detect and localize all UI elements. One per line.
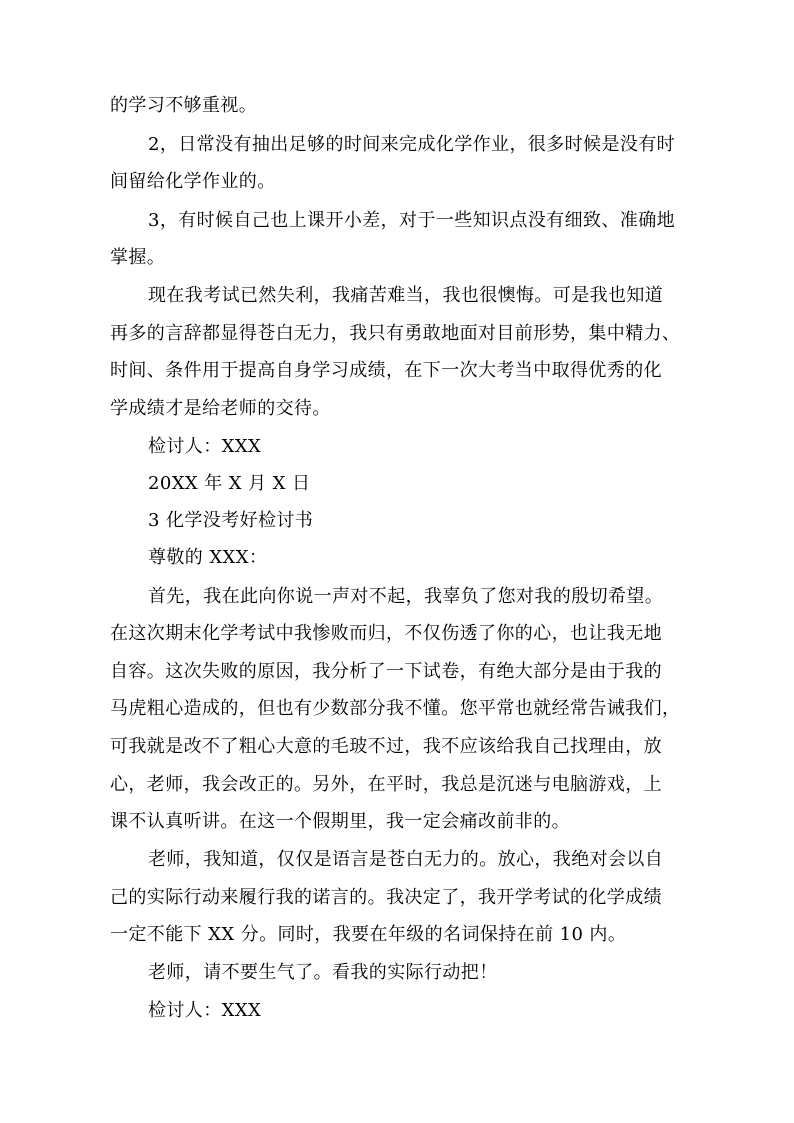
text-line-22: 己的实际行动来履行我的诺言的。我决定了，我开学考试的化学成绩 [110,887,662,908]
salutation: 尊敬的 XXX： [148,547,268,568]
signature-line-2: 检讨人：XXX [148,1000,262,1021]
text-line-5: 掌握。 [110,247,166,268]
text-line-7: 再多的言辞都显得苍白无力，我只有勇敢地面对目前形势，集中精力、 [110,323,681,344]
text-line-17: 马虎粗心造成的，但也有少数部分我不懂。您平常也就经常告诫我们， [110,698,681,719]
text-line-3: 间留给化学作业的。 [110,171,276,192]
text-line-24: 老师，请不要生气了。看我的实际行动把！ [148,962,498,983]
text-line-9: 学成绩才是给老师的交待。 [110,398,331,419]
text-line-21: 老师，我知道，仅仅是语言是苍白无力的。放心，我绝对会以自 [148,849,664,870]
date-line: 20XX 年 X 月 X 日 [148,473,311,494]
text-line-14: 首先，我在此向你说一声对不起，我辜负了您对我的殷切希望。 [148,586,664,607]
text-line-4: 3，有时候自己也上课开小差，对于一些知识点没有细致、准确地 [148,210,676,231]
signature-line-1: 检讨人：XXX [148,436,262,457]
text-line-2: 2，日常没有抽出足够的时间来完成化学作业，很多时候是没有时 [148,134,676,155]
text-line-18: 可我就是改不了粗心大意的毛玻不过，我不应该给我自己找理由，放 [110,736,662,757]
text-line-20: 课不认真听讲。在这一个假期里，我一定会痛改前非的。 [110,811,570,832]
text-line-6: 现在我考试已然失利，我痛苦难当，我也很懊悔。可是我也知道 [148,285,664,306]
text-line-16: 自容。这次失败的原因，我分析了一下试卷，有绝大部分是由于我的 [110,661,662,682]
text-line-15: 在这次期末化学考试中我惨败而归，不仅伤透了你的心，也让我无地 [110,623,662,644]
text-line-1: 的学习不够重视。 [110,95,258,116]
text-line-8: 时间、条件用于提高自身学习成绩，在下一次大考当中取得优秀的化 [110,360,662,381]
section-title: 3 化学没考好检讨书 [148,510,314,531]
text-line-19: 心，老师，我会改正的。另外，在平时，我总是沉迷与电脑游戏，上 [110,774,662,795]
text-line-23: 一定不能下 XX 分。同时，我要在年级的名词保持在前 10 内。 [110,924,627,945]
